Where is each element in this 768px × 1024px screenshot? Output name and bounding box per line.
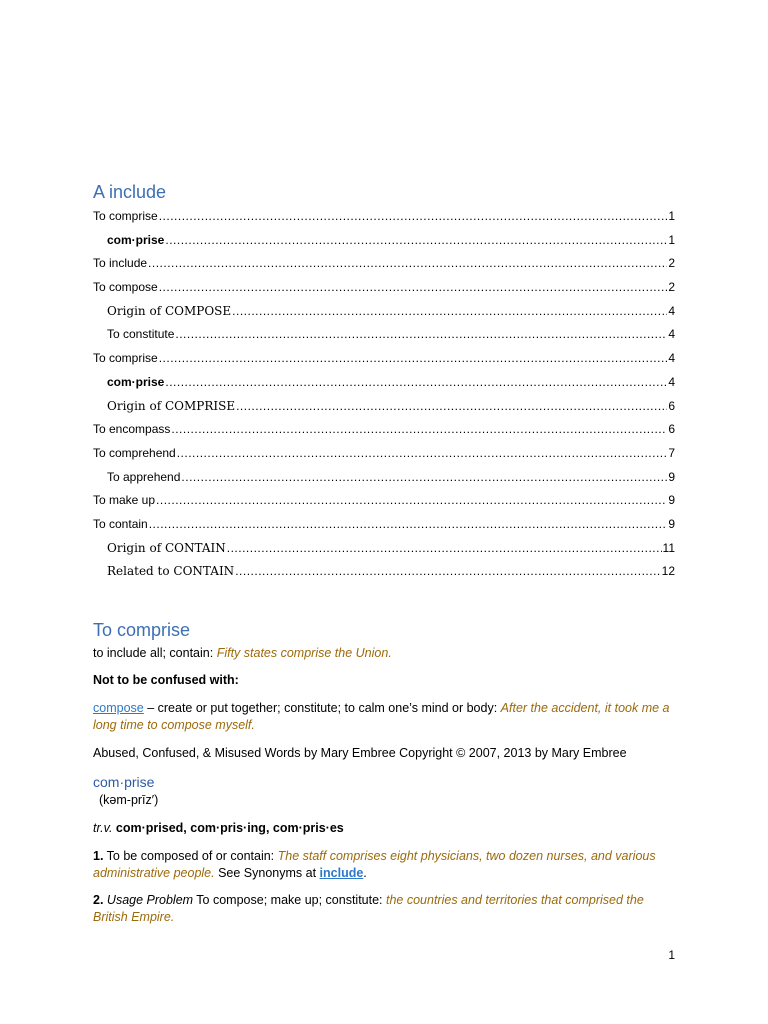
toc-entry[interactable] (93, 206, 675, 230)
toc-entry-page: 4 (668, 374, 675, 389)
toc-leader-dots (149, 514, 668, 534)
toc-entry-label: To contain (93, 516, 148, 531)
toc-entry-page: 1 (668, 232, 675, 247)
toc-leader-dots (165, 230, 667, 250)
toc-entry-page: 1 (668, 209, 675, 223)
toc-entry-page: 11 (662, 540, 675, 555)
toc-entry-page: 4 (668, 327, 675, 342)
toc-entry[interactable] (93, 348, 675, 372)
toc-leader-dots (156, 490, 667, 510)
headword: com·prise (93, 774, 155, 790)
toc-entry-page: 6 (668, 422, 675, 437)
toc-entry-page: 2 (668, 256, 675, 271)
toc-entry-label: To comprise (93, 209, 158, 223)
compose-example: After the accident, it took me a long time to compose myself. (93, 701, 670, 732)
compose-paragraph (93, 700, 675, 734)
toc-entry-label: To apprehend (107, 469, 181, 484)
toc-entry-label: To encompass (93, 422, 171, 437)
toc-entry[interactable] (93, 396, 675, 420)
definition-example: Fifty states comprise the Union. (216, 646, 392, 660)
section-heading: To comprise (93, 620, 191, 640)
compose-definition: – create or put together; constitute; to calm one’s mind or body: (143, 701, 501, 715)
toc-entry-page: 4 (668, 303, 675, 318)
toc-entry[interactable] (93, 514, 675, 538)
toc-leader-dots (159, 206, 668, 226)
sense-2-example: the countries and territories that comprised the British Empire. (93, 893, 644, 924)
toc-entry[interactable] (93, 419, 675, 443)
toc-entry[interactable] (93, 443, 675, 467)
toc-leader-dots (235, 561, 660, 581)
toc-entry-page: 7 (668, 445, 675, 460)
sense-2-label: Usage Problem (103, 893, 194, 907)
toc-leader-dots (236, 396, 667, 416)
toc-entry[interactable] (93, 301, 675, 325)
include-link[interactable]: include (319, 866, 364, 880)
not-confused-label: Not to be confused with: (93, 673, 239, 687)
sense-2-text: To compose; make up; constitute: (193, 893, 386, 907)
table-of-contents (93, 206, 675, 585)
toc-entry-label: To constitute (107, 327, 175, 342)
toc-entry-label: To make up (93, 493, 156, 508)
toc-leader-dots (181, 467, 667, 487)
toc-heading: A include (93, 182, 167, 202)
word-forms (93, 820, 675, 837)
toc-leader-dots (171, 419, 667, 439)
sense-1-end: . (363, 866, 367, 880)
toc-entry[interactable] (93, 490, 675, 514)
toc-entry[interactable] (93, 561, 675, 585)
toc-entry-label: To compose (93, 280, 158, 295)
copyright-line: Abused, Confused, & Misused Words by Mary Embree Copyright © 2007, 2013 by Mary Embree (93, 746, 627, 760)
toc-entry-page: 6 (668, 398, 675, 413)
sense-1-see: See Synonyms at (214, 866, 320, 880)
document-page (93, 0, 675, 1024)
toc-entry-label: Origin of COMPRISE (107, 398, 236, 413)
definition-paragraph (93, 645, 675, 662)
toc-entry-label: Origin of CONTAIN (107, 540, 226, 555)
toc-leader-dots (232, 301, 667, 321)
toc-entry-label: To include (93, 256, 148, 271)
toc-entry[interactable] (93, 253, 675, 277)
toc-leader-dots (175, 324, 667, 344)
toc-entry[interactable] (93, 277, 675, 301)
sense-1-number: 1. (93, 849, 104, 863)
toc-entry[interactable] (93, 230, 675, 254)
toc-entry-label: Origin of COMPOSE (107, 303, 232, 318)
sense-1-example: The staff comprises eight physicians, two dozen nurses, and various administrative people. (93, 849, 656, 880)
sense-2 (93, 892, 675, 926)
toc-entry[interactable] (93, 467, 675, 491)
sense-1 (93, 848, 675, 882)
toc-entry[interactable] (93, 324, 675, 348)
inflections: com·prised, com·pris·ing, com·pris·es (112, 821, 344, 835)
part-of-speech: tr.v. (93, 821, 113, 835)
toc-entry-page: 9 (668, 469, 675, 484)
toc-entry-page: 12 (661, 564, 675, 579)
definition-text: to include all; contain: (93, 646, 217, 660)
toc-entry[interactable] (93, 372, 675, 396)
toc-entry-page: 2 (668, 280, 675, 295)
sense-2-number: 2. (93, 893, 104, 907)
toc-entry-page: 9 (668, 493, 675, 508)
pronunciation: (kəm-prīz′) (99, 793, 159, 807)
toc-entry-label: To comprise (93, 351, 158, 366)
toc-entry-label: Related to CONTAIN (107, 564, 235, 579)
sense-1-text: To be composed of or contain: (103, 849, 278, 863)
toc-entry[interactable] (93, 538, 675, 562)
toc-entry-label: com·prise (107, 232, 165, 247)
toc-entry-page: 9 (668, 516, 675, 531)
page-number: 1 (668, 948, 675, 962)
toc-entry-label: To comprehend (93, 445, 176, 460)
toc-leader-dots (159, 277, 668, 297)
toc-entry-page: 4 (668, 351, 675, 366)
toc-leader-dots (148, 253, 667, 273)
compose-link[interactable]: compose (93, 701, 144, 715)
toc-leader-dots (159, 348, 668, 368)
toc-leader-dots (177, 443, 668, 463)
toc-entry-label: com·prise (107, 374, 165, 389)
toc-leader-dots (165, 372, 667, 392)
toc-leader-dots (227, 538, 662, 558)
